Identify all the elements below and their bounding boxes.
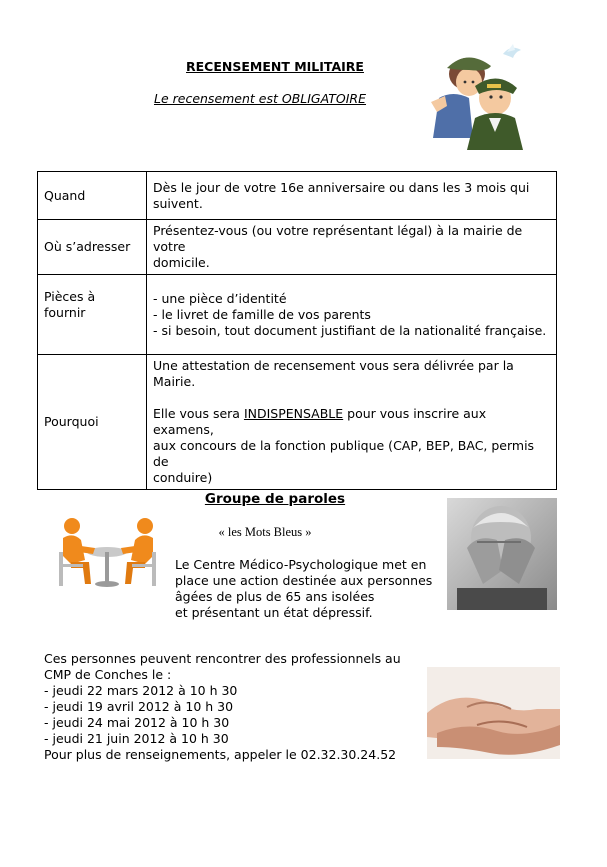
text-line: - si besoin, tout document justifiant de la nationalité française. — [153, 322, 547, 338]
text-line: conduire) — [153, 470, 213, 485]
row-value-pieces — [147, 275, 557, 355]
contact-line: Pour plus de renseignements, appeler le 02.32.30.24.52 — [44, 747, 397, 762]
text-line — [153, 406, 550, 438]
census-title: RECENSEMENT MILITAIRE — [186, 59, 364, 74]
census-table — [37, 171, 557, 490]
soldiers-illustration — [425, 40, 535, 152]
group-title: Groupe de paroles — [204, 491, 346, 507]
text-line: domicile. — [153, 255, 210, 270]
text-line: aux concours de la fonction publique (CAP, BEP, BAC, permis de — [153, 438, 535, 469]
schedule-block — [44, 651, 424, 763]
text-line: suivent. — [153, 195, 203, 211]
discussion-illustration — [55, 512, 160, 592]
row-label-pourquoi: Pourquoi — [38, 355, 147, 490]
text-line: Ces personnes peuvent rencontrer des professionnels au — [44, 651, 401, 666]
why-emphasis: INDISPENSABLE — [243, 406, 344, 421]
row-label-pieces: Pièces à fournir — [38, 275, 147, 355]
group-subtitle: « les Mots Bleus » — [218, 525, 312, 539]
date-item: - jeudi 22 mars 2012 à 10 h 30 — [44, 683, 238, 698]
row-value-quand — [147, 172, 557, 220]
why-prefix: Elle vous sera — [153, 406, 244, 421]
table-row — [38, 355, 557, 490]
text-line: Une attestation de recensement vous sera délivrée par la Mairie. — [153, 358, 514, 389]
table-row — [38, 220, 557, 275]
group-description — [175, 557, 445, 621]
text-line: et présentant un état dépressif. — [175, 605, 373, 620]
census-subtitle: Le recensement est OBLIGATOIRE — [153, 91, 367, 106]
text-line: Présentez-vous (ou votre représentant légal) à la mairie de votre — [153, 223, 523, 254]
row-label-adresser: Où s’adresser — [38, 220, 147, 275]
why-suffix: pour vous inscrire aux examens, — [153, 406, 487, 437]
row-value-pourquoi — [147, 355, 557, 490]
table-row — [38, 275, 557, 355]
holding-hands-photo — [427, 667, 560, 759]
date-item: - jeudi 21 juin 2012 à 10 h 30 — [44, 731, 229, 746]
text-line: - une pièce d’identité — [153, 290, 287, 306]
text-line: CMP de Conches le : — [44, 667, 172, 682]
row-label-quand: Quand — [38, 172, 147, 220]
text-line: Le Centre Médico-Psychologique met en — [175, 557, 427, 572]
date-item: - jeudi 24 mai 2012 à 10 h 30 — [44, 715, 230, 730]
text-line: Dès le jour de votre 16e anniversaire ou dans les 3 mois qui — [153, 179, 530, 195]
row-value-adresser — [147, 220, 557, 275]
text-line: âgées de plus de 65 ans isolées — [175, 589, 375, 604]
text-line: place une action destinée aux personnes — [175, 573, 433, 588]
blank-line — [153, 390, 550, 406]
text-line: - le livret de famille de vos parents — [153, 306, 371, 322]
table-row — [38, 172, 557, 220]
date-item: - jeudi 19 avril 2012 à 10 h 30 — [44, 699, 234, 714]
elderly-man-photo — [447, 498, 557, 610]
